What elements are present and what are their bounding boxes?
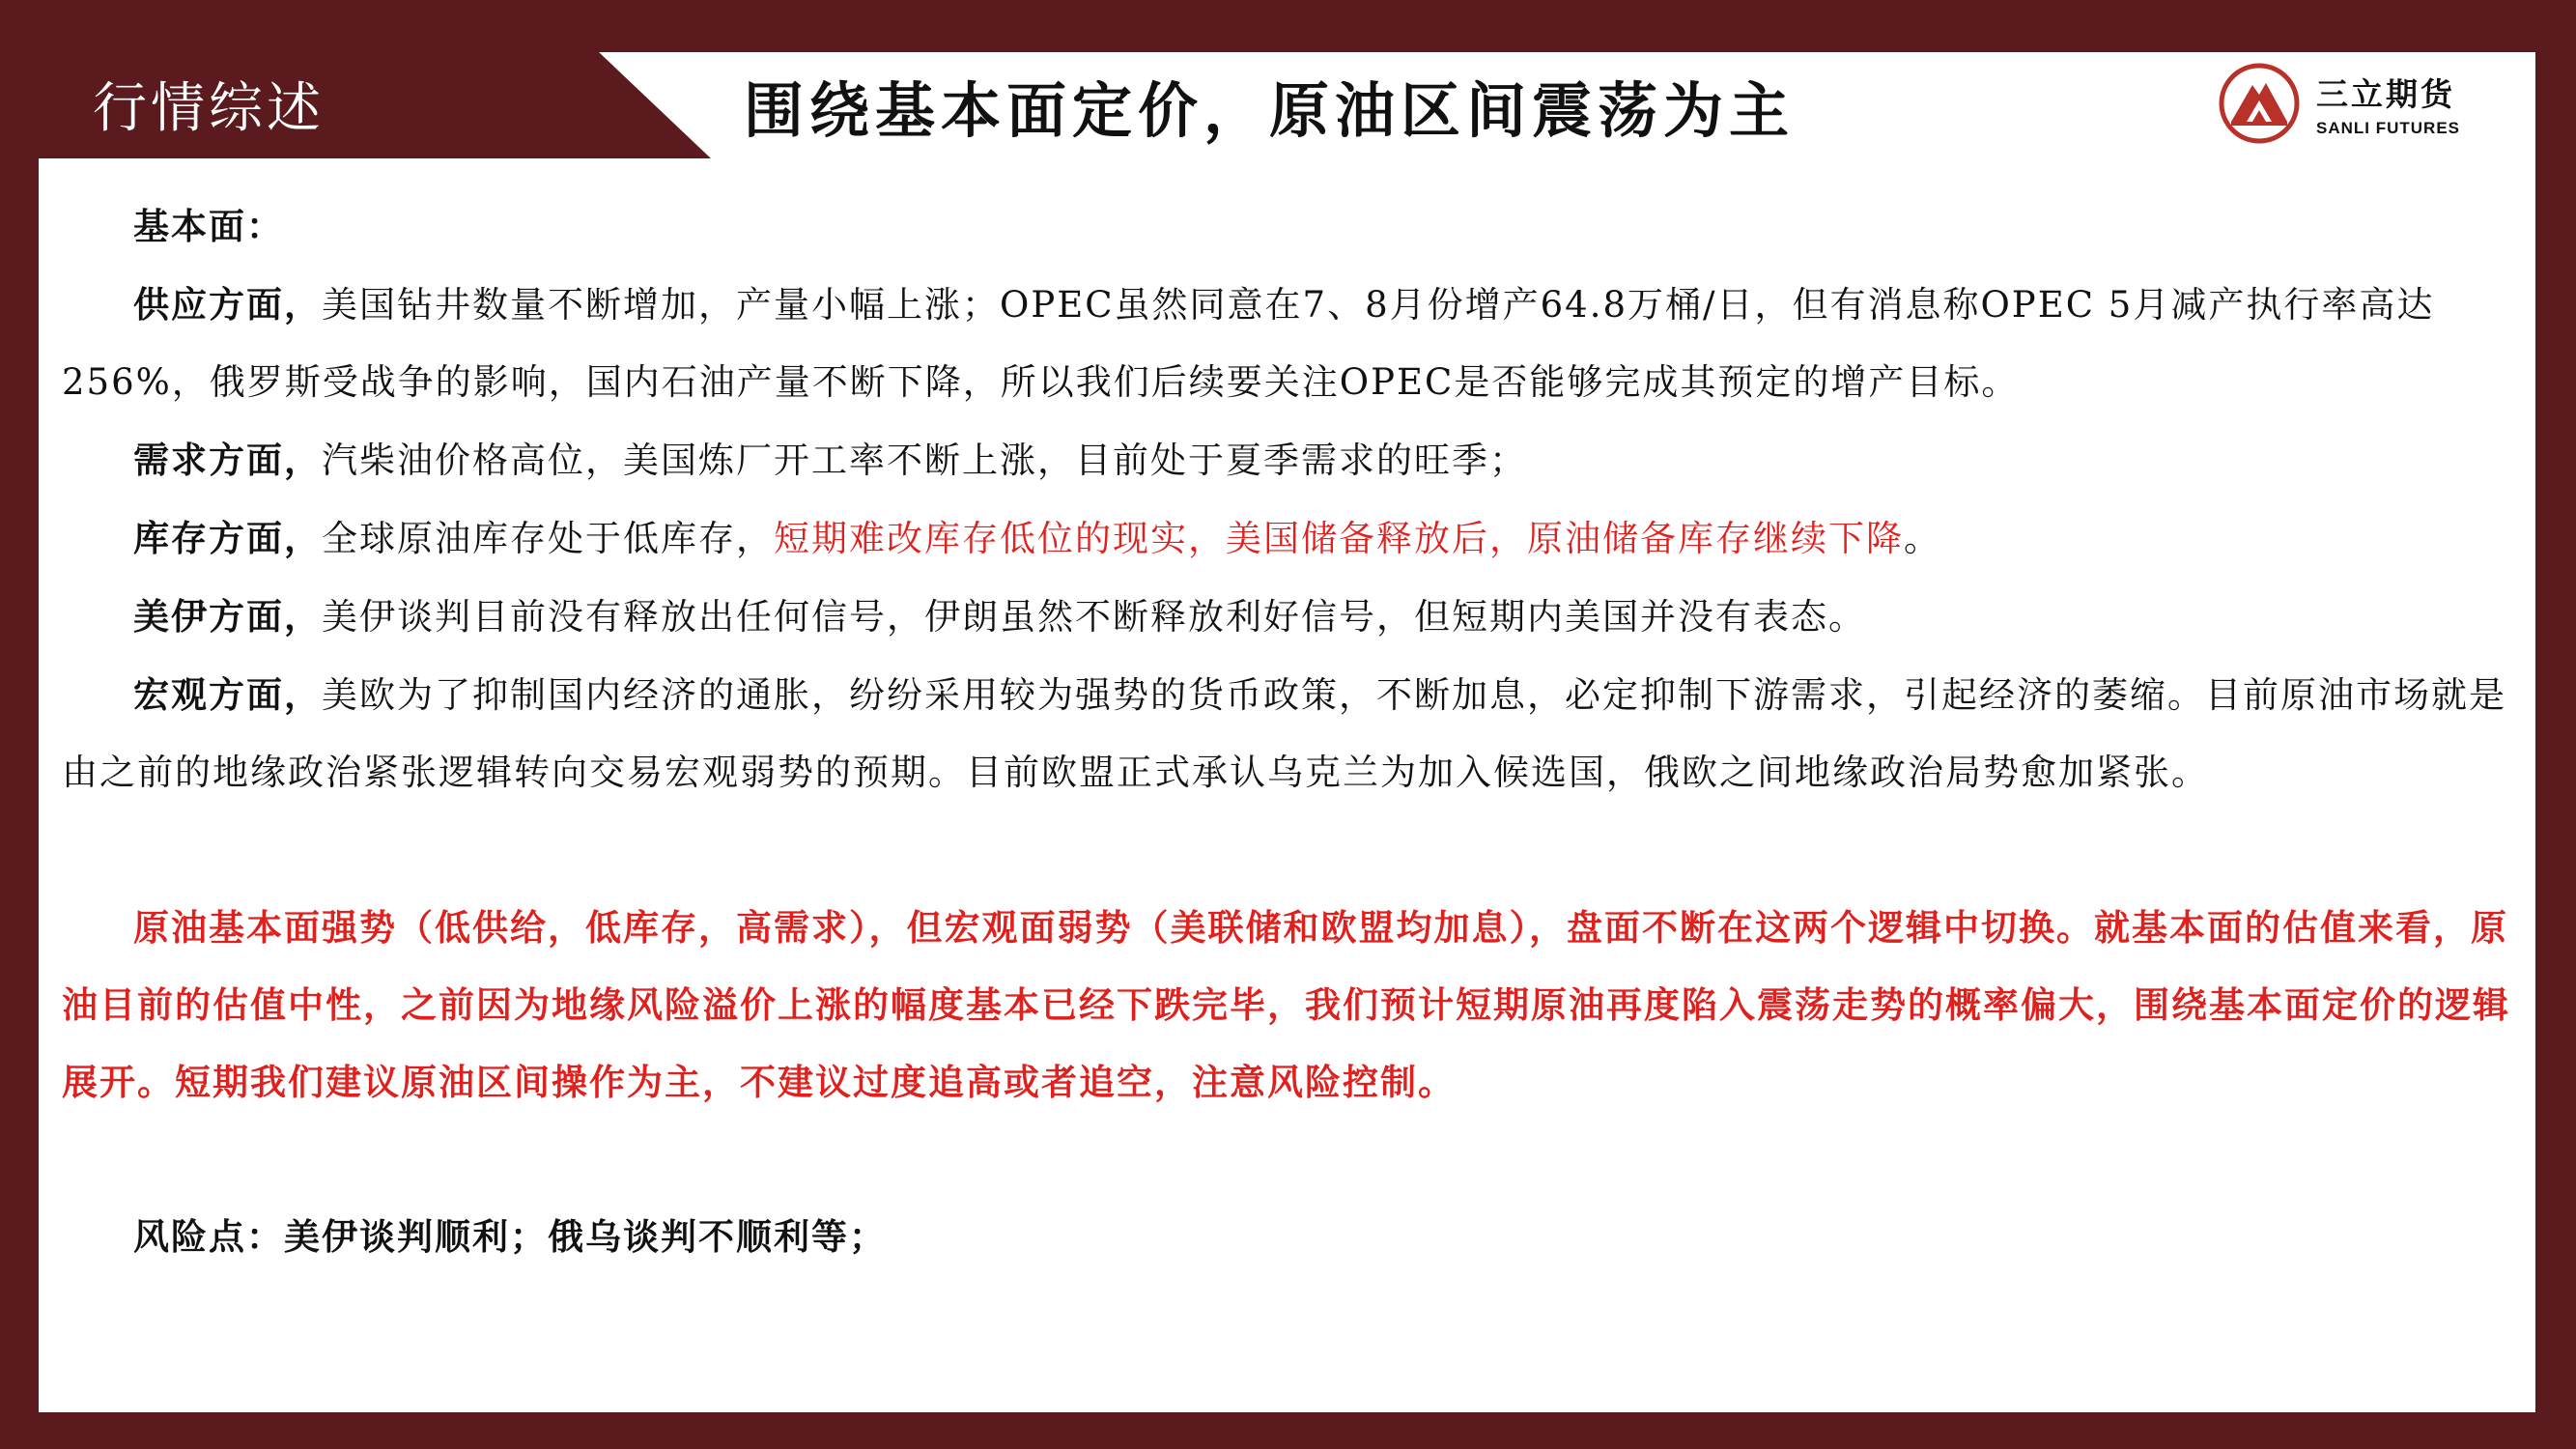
fundamentals-heading (62, 187, 2514, 266)
inventory-end: 。 (1904, 518, 1941, 559)
section-label: 行情综述 (93, 77, 325, 140)
section-tab (39, 50, 657, 158)
macro-label: 宏观方面， (133, 673, 322, 716)
mountain-logo-icon (2218, 62, 2301, 145)
macro-paragraph (62, 656, 2514, 811)
demand-text: 汽柴油价格高位，美国炼厂开工率不断上涨，目前处于夏季需求的旺季； (322, 440, 1527, 481)
bottom-frame (0, 1412, 2576, 1449)
inventory-text: 全球原油库存处于低库存， (322, 518, 774, 559)
demand-label: 需求方面， (133, 439, 322, 481)
conclusion-paragraph: 原油基本面强势（低供给，低库存，高需求），但宏观面弱势（美联储和欧盟均加息），盘面不断在这两个逻辑中切换。就基本面的估值来看，原油目前的估值中性，之前因为地缘风险溢价上涨的幅度基本已经下跌完毕，我们预计短期原油再度陷入震荡走势的概率偏大，围绕基本面定价的逻辑展开。短期我们建议原油区间操作为主，不建议过度追高或者追空，注意风险控制。 (62, 906, 2510, 1103)
page-title: 围绕基本面定价，原油区间震荡为主 (744, 74, 1796, 146)
supply-text: 美国钻井数量不断增加，产量小幅上涨；OPEC虽然同意在7、8月份增产64.8万桶/日，但有消息称OPEC 5月减产执行率高达256%，俄罗斯受战争的影响，国内石油产量不断下降，所以我们后续要关注OPEC是否能够完成其预定的增产目标。 (62, 284, 2435, 403)
content-panel (39, 158, 2535, 1412)
logo-name-cn: 三立期货 (2316, 74, 2455, 113)
top-frame (0, 0, 2576, 50)
us-iran-paragraph (62, 578, 2514, 656)
company-logo (2218, 62, 2460, 145)
fundamentals-heading-text: 基本面： (133, 205, 284, 247)
demand-paragraph (62, 421, 2514, 499)
supply-paragraph (62, 266, 2514, 421)
inventory-label: 库存方面， (133, 517, 322, 559)
us-iran-label: 美伊方面， (133, 595, 322, 638)
inventory-highlight: 短期难改库存低位的现实，美国储备释放后，原油储备库存继续下降 (774, 518, 1904, 559)
supply-label: 供应方面， (133, 283, 322, 326)
macro-text: 美欧为了抑制国内经济的通胀，纷纷采用较为强势的货币政策，不断加息，必定抑制下游需求，引起经济的萎缩。目前原油市场就是由之前的地缘政治紧张逻辑转向交易宏观弱势的预期。目前欧盟正式承认乌克兰为加入候选国，俄欧之间地缘政治局势愈加紧张。 (62, 674, 2506, 793)
risk-paragraph: 风险点：美伊谈判顺利；俄乌谈判不顺利等； (133, 1215, 887, 1258)
us-iran-text: 美伊谈判目前没有释放出任何信号，伊朗虽然不断释放利好信号，但短期内美国并没有表态。 (322, 596, 1866, 638)
inventory-paragraph (62, 499, 2514, 578)
logo-name-en: SANLI FUTURES (2316, 118, 2460, 137)
